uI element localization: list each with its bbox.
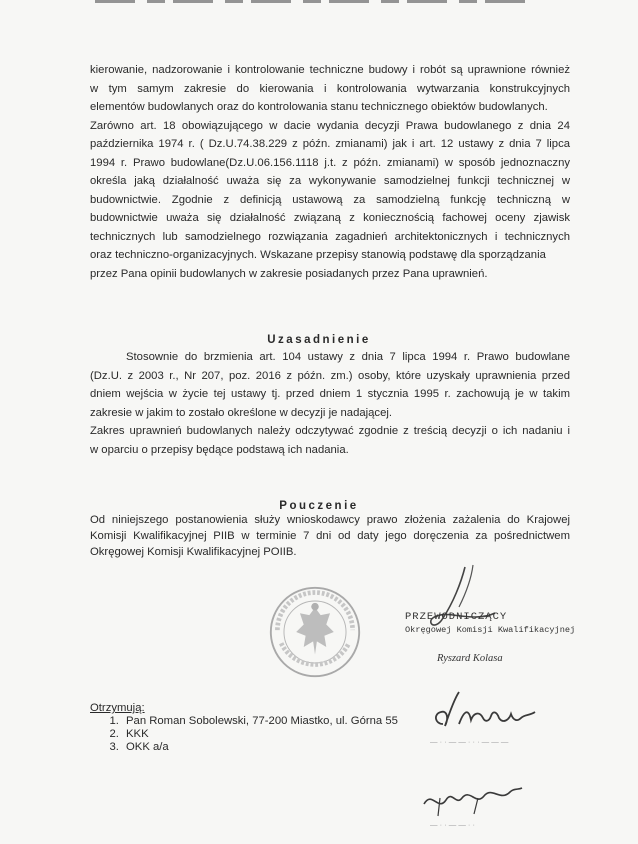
pouczenie-paragraph [90,512,570,560]
text-line: oraz techniczno-organizacyjnych. Wskazane przepisy stanowią podstawę dla sporządzania [90,249,546,261]
text-line: przez Pana opinii budowlanych w zakresie posiadanych przez Pana uprawnień. [90,267,488,280]
handwritten-signature-1 [425,688,555,738]
recipients-list [90,715,398,754]
uzasadnienie-paragraph [90,348,570,459]
uzasadnienie-heading: Uzasadnienie [267,334,371,346]
official-seal [268,585,362,679]
text-line: określa jaką działalność uważa się za wykonywanie samodzielnej funkcji technicznej w [90,175,570,187]
text-line: Stosownie do brzmienia art. 104 ustawy z dnia 7 lipca 1994 r. Prawo budowlane [126,351,570,363]
recipients-title: Otrzymują: [90,702,145,714]
text-line: Okręgowej Komisji Kwalifikacyjnej POIIB. [90,546,297,558]
faded-stamp-text-2: — · · — — · · [430,820,475,829]
justification-paragraph [90,61,570,283]
text-line: (Dz.U. z 2003 r., Nr 207, poz. 2016 z późn. zm.) osoby, które uzyskały uprawnienia przed [90,369,570,382]
text-line: Zarówno art. 18 obowiązującego w dacie wydania decyzji Prawa budowlanego z dnia 24 [90,119,570,132]
text-line: 1994 r. Prawo budowlane(Dz.U.06.156.1118 j.t. z późn. zmianami) w sposób jednoznaczny [90,156,570,169]
text-line: w tym samym zakresie do kierowania i kontrolowania wytwarzania konstrukcyjnych [90,82,570,95]
recipient-item: 2. KKK [122,728,398,741]
recipient-item: 1. Pan Roman Sobolewski, 77-200 Miastko, ul. Górna 55 [122,715,398,728]
chairman-title: PRZEWODNICZĄCY [405,611,508,623]
text-line: Zakres uprawnień budowlanych należy odczytywać zgodnie z treścią decyzji o ich nadaniu i [90,425,570,437]
text-line: dniem wejścia w życie tej ustawy tj. przed dniem 1 stycznia 1995 r. zachowują je w takim [90,388,570,400]
text-line: budownictwie. Zgodnie z definicją ustawową za samodzielną funkcję techniczną w [90,193,570,206]
text-line: zakresie w jakim to zostało określone w decyzji je nadającej. [90,406,393,419]
handwritten-signature-2 [418,776,528,821]
chairman-name: Ryszard Kolasa [437,653,503,664]
recipient-item: 3. OKK a/a [122,741,398,754]
text-line: Komisji Kwalifikacyjnej PIIB w terminie 7 dni od daty jego doręczenia za pośrednictwem [90,530,570,542]
cut-off-header-line [95,0,535,3]
text-line: technicznych lub samodzielnego rozwiązania zagadnień architektonicznych i technicznych [90,230,570,243]
faded-stamp-text-1: — · · — — · · · — — — [430,737,509,746]
text-line: Od niniejszego postanowienia służy wnioskodawcy prawo złożenia zażalenia do Krajowej [90,514,570,526]
text-line: kierowanie, nadzorowanie i kontrolowanie techniczne budowy i robót są uprawnione również [90,64,570,76]
text-line: elementów budowlanych oraz do kontrolowania stanu technicznego obiektów budowlanych. [90,101,548,113]
text-line: budownictwie uważa się działalność związaną z koniecznością fachowej oceny zjawisk [90,212,570,224]
text-line: października 1974 r. ( Dz.U.74.38.229 z późn. zmianami) jak i art. 12 ustawy z dnia 7 lipca [90,138,570,150]
chairman-subtitle: Okręgowej Komisji Kwalifikacyjnej [405,625,576,635]
recipients-block [90,702,398,754]
text-line: w oparciu o przepisy będące podstawą ich nadania. [90,443,349,456]
pouczenie-heading: Pouczenie [279,500,359,512]
